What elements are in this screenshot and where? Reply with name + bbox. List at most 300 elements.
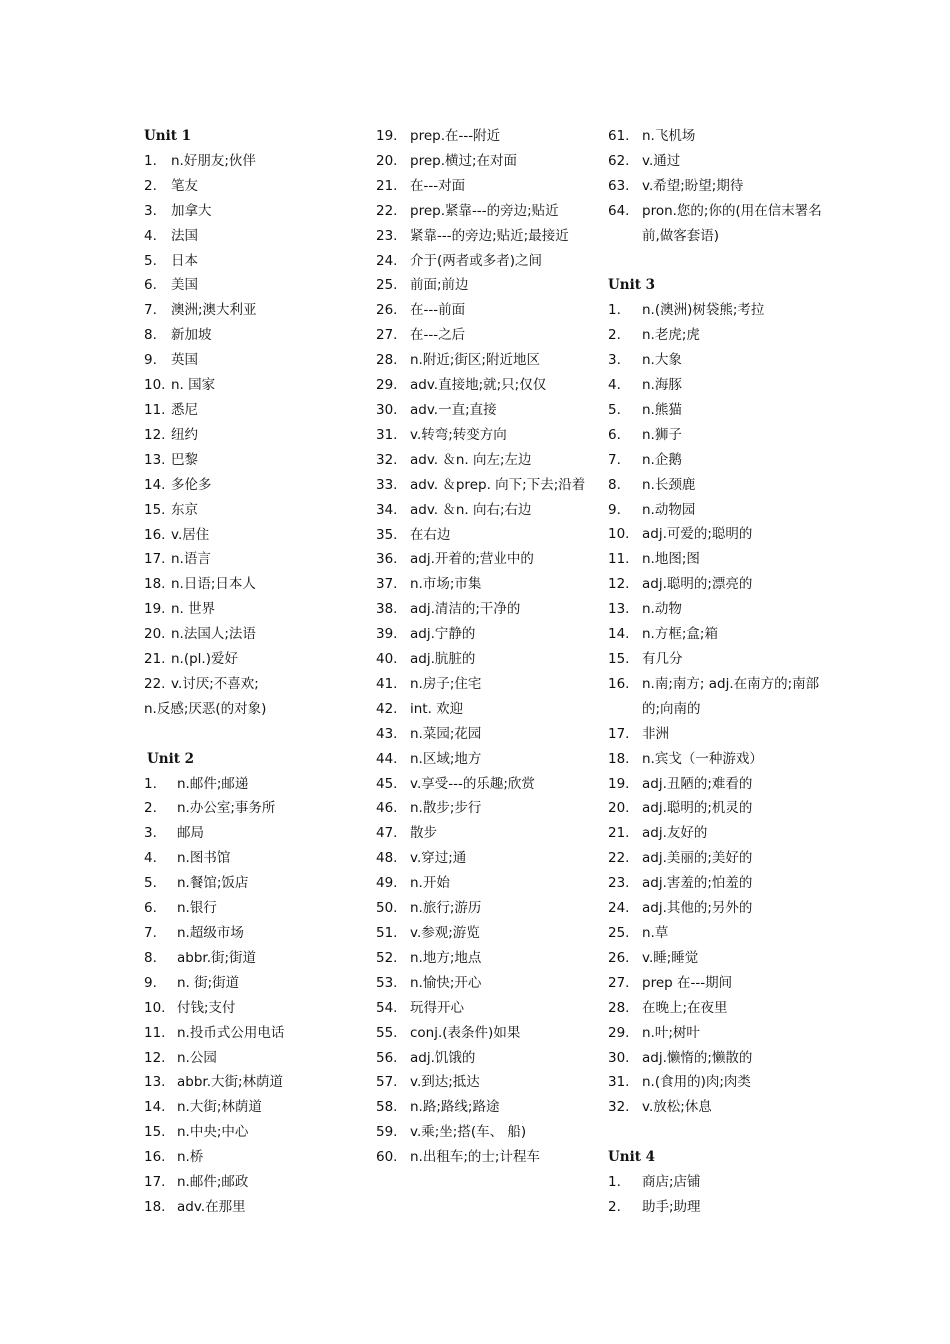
list-item bbox=[608, 124, 830, 149]
item-number: 10. bbox=[144, 999, 166, 1016]
list-item bbox=[608, 473, 830, 498]
item-text: n.狮子 bbox=[642, 426, 682, 443]
item-text: n.地方;地点 bbox=[410, 949, 482, 966]
item-text: adj.其他的;另外的 bbox=[642, 900, 753, 917]
item-text: v.穿过;通 bbox=[410, 850, 467, 867]
item-number: 2. bbox=[608, 327, 621, 344]
list-item bbox=[376, 1021, 598, 1046]
list-item bbox=[144, 1120, 369, 1145]
item-text: v.放松;休息 bbox=[642, 1099, 712, 1116]
list-item bbox=[144, 1170, 369, 1195]
item-text: n.开始 bbox=[410, 875, 450, 892]
item-number: 25. bbox=[608, 924, 630, 941]
item-number: 13. bbox=[144, 1074, 166, 1091]
list-item bbox=[144, 672, 369, 697]
item-text: n. 街;街道 bbox=[177, 974, 240, 991]
item-number: 1. bbox=[144, 152, 157, 169]
item-number: 6. bbox=[144, 277, 157, 294]
item-text: 紧靠---的旁边;贴近;最接近 bbox=[410, 227, 569, 244]
list-item bbox=[144, 273, 369, 298]
item-number: 32. bbox=[608, 1099, 630, 1116]
list-item bbox=[608, 199, 830, 249]
item-text: n.南;南方; adj.在南方的;南部的;向南的 bbox=[642, 675, 820, 717]
list-item bbox=[376, 547, 598, 572]
item-number: 40. bbox=[376, 651, 398, 668]
list-item bbox=[144, 946, 369, 971]
list-item bbox=[144, 846, 369, 871]
item-text: 助手;助理 bbox=[642, 1198, 701, 1215]
list-item bbox=[376, 1145, 598, 1170]
list-item bbox=[144, 523, 369, 548]
list-item bbox=[376, 448, 598, 473]
list-item bbox=[376, 622, 598, 647]
item-text: n.动物园 bbox=[642, 501, 696, 518]
item-number: 15. bbox=[144, 1124, 166, 1141]
list-item bbox=[608, 298, 830, 323]
item-number: 44. bbox=[376, 750, 398, 767]
item-text: n.企鹅 bbox=[642, 451, 682, 468]
item-text: v.通过 bbox=[642, 152, 681, 169]
list-item bbox=[608, 672, 830, 722]
item-text: 商店;店铺 bbox=[642, 1174, 701, 1191]
item-number: 17. bbox=[144, 1174, 166, 1191]
list-item bbox=[608, 722, 830, 747]
item-number: 63. bbox=[608, 177, 630, 194]
item-number: 17. bbox=[608, 725, 630, 742]
item-number: 3. bbox=[144, 825, 157, 842]
item-number: 57. bbox=[376, 1074, 398, 1091]
item-number: 4. bbox=[144, 227, 157, 244]
list-item bbox=[144, 996, 369, 1021]
item-text: n.办公室;事务所 bbox=[177, 800, 276, 817]
item-text: n.餐馆;饭店 bbox=[177, 875, 249, 892]
list-item bbox=[376, 124, 598, 149]
list-item bbox=[608, 946, 830, 971]
item-number: 42. bbox=[376, 700, 398, 717]
item-text: 有几分 bbox=[642, 651, 683, 668]
item-number: 51. bbox=[376, 925, 398, 941]
list-item bbox=[144, 622, 369, 647]
list-item bbox=[144, 1070, 369, 1095]
list-item bbox=[144, 1046, 369, 1071]
unit-1-list bbox=[144, 149, 369, 697]
item-number: 12. bbox=[608, 576, 630, 593]
column-2 bbox=[376, 124, 598, 1170]
item-number: 58. bbox=[376, 1099, 398, 1116]
list-item bbox=[376, 1070, 598, 1095]
item-number: 19. bbox=[608, 775, 630, 792]
list-item bbox=[376, 149, 598, 174]
item-text: prep.横过;在对面 bbox=[410, 152, 518, 169]
item-text: n.老虎;虎 bbox=[642, 327, 700, 344]
item-text: 在晚上;在夜里 bbox=[642, 999, 728, 1016]
unit-2-list bbox=[144, 772, 369, 1220]
item-text: 非洲 bbox=[642, 725, 669, 742]
item-text: prep.紧靠---的旁边;贴近 bbox=[410, 202, 559, 219]
item-text: n.草 bbox=[642, 924, 669, 941]
item-text: adv.直接地;就;只;仅仅 bbox=[410, 377, 547, 394]
item-number: 18. bbox=[608, 750, 630, 767]
item-text: v.睡;睡觉 bbox=[642, 949, 699, 966]
item-text: n.超级市场 bbox=[177, 924, 244, 941]
list-item bbox=[376, 996, 598, 1021]
list-item bbox=[144, 448, 369, 473]
item-text: n.路;路线;路途 bbox=[410, 1099, 500, 1116]
unit-2-heading: Unit 2 bbox=[147, 750, 195, 767]
item-number: 13. bbox=[608, 601, 630, 618]
list-item bbox=[608, 871, 830, 896]
item-number: 12. bbox=[144, 426, 166, 443]
list-item bbox=[608, 423, 830, 448]
item-number: 4. bbox=[608, 377, 621, 394]
item-number: 8. bbox=[608, 476, 621, 493]
item-number: 27. bbox=[376, 327, 398, 344]
item-text: n.地图;图 bbox=[642, 551, 700, 568]
item-number: 11. bbox=[608, 551, 630, 568]
item-text: n.散步;步行 bbox=[410, 800, 482, 817]
item-text: 在---对面 bbox=[410, 177, 466, 194]
item-number: 45. bbox=[376, 775, 398, 792]
list-item bbox=[144, 1195, 369, 1220]
item-number: 20. bbox=[608, 800, 630, 817]
item-number: 28. bbox=[608, 999, 630, 1016]
item-number: 5. bbox=[144, 875, 157, 892]
list-item bbox=[144, 199, 369, 224]
item-number: 31. bbox=[376, 426, 398, 443]
item-number: 18. bbox=[144, 1198, 166, 1215]
list-item bbox=[144, 1021, 369, 1046]
item-number: 21. bbox=[608, 825, 630, 842]
list-item bbox=[376, 747, 598, 772]
list-item bbox=[144, 174, 369, 199]
item-number: 27. bbox=[608, 974, 630, 991]
list-item bbox=[144, 1145, 369, 1170]
item-number: 22. bbox=[144, 675, 166, 692]
item-text: adv.一直;直接 bbox=[410, 401, 497, 418]
item-text: 邮局 bbox=[177, 825, 204, 842]
item-text: n.出租车;的士;计程车 bbox=[410, 1149, 540, 1166]
item-number: 56. bbox=[376, 1049, 398, 1066]
item-text: n.区域;地方 bbox=[410, 750, 482, 767]
list-item bbox=[608, 1170, 830, 1195]
item-number: 10. bbox=[608, 526, 630, 543]
item-text: n.菜园;花园 bbox=[410, 725, 482, 742]
list-item bbox=[608, 821, 830, 846]
item-number: 17. bbox=[144, 551, 166, 568]
item-number: 33. bbox=[376, 476, 398, 493]
item-number: 30. bbox=[608, 1049, 630, 1066]
item-number: 26. bbox=[608, 949, 630, 966]
item-number: 37. bbox=[376, 576, 398, 593]
list-item bbox=[144, 149, 369, 174]
item-text: abbr.街;街道 bbox=[177, 949, 257, 966]
item-text: n.桥 bbox=[177, 1149, 204, 1166]
list-item bbox=[144, 348, 369, 373]
list-item bbox=[376, 921, 598, 946]
list-item bbox=[376, 572, 598, 597]
item-number: 23. bbox=[376, 227, 398, 244]
item-number: 9. bbox=[144, 352, 157, 369]
item-text: adj.宁静的 bbox=[410, 626, 476, 643]
list-item bbox=[144, 597, 369, 622]
item-text: n.邮件;邮政 bbox=[177, 1174, 249, 1191]
list-item bbox=[376, 697, 598, 722]
list-item bbox=[608, 622, 830, 647]
item-text: 玩得开心 bbox=[410, 999, 464, 1016]
unit-1-continuation: n.反感;厌恶(的对象) bbox=[144, 700, 267, 717]
item-number: 16. bbox=[144, 526, 166, 543]
list-item bbox=[376, 871, 598, 896]
item-text: v.参观;游览 bbox=[410, 925, 480, 941]
list-item bbox=[376, 373, 598, 398]
item-number: 29. bbox=[608, 1024, 630, 1041]
list-item bbox=[608, 996, 830, 1021]
item-number: 16. bbox=[144, 1149, 166, 1166]
item-text: n.银行 bbox=[177, 900, 217, 917]
item-text: 在---前面 bbox=[410, 302, 466, 319]
list-item bbox=[376, 498, 598, 523]
item-number: 15. bbox=[608, 651, 630, 668]
item-text: n.动物 bbox=[642, 601, 682, 618]
item-number: 48. bbox=[376, 850, 398, 867]
item-number: 21. bbox=[376, 177, 398, 194]
item-text: n.法国人;法语 bbox=[171, 626, 256, 643]
item-text: 澳洲;澳大利亚 bbox=[171, 302, 257, 319]
item-number: 64. bbox=[608, 202, 630, 219]
item-text: adj.懒惰的;懒散的 bbox=[642, 1049, 753, 1066]
item-number: 5. bbox=[144, 252, 157, 269]
item-number: 22. bbox=[376, 202, 398, 219]
list-item bbox=[608, 522, 830, 547]
item-number: 16. bbox=[608, 675, 630, 692]
item-text: adj.聪明的;机灵的 bbox=[642, 800, 753, 817]
list-item bbox=[144, 323, 369, 348]
list-item bbox=[608, 921, 830, 946]
list-item bbox=[376, 249, 598, 274]
item-text: adj.聪明的;漂亮的 bbox=[642, 576, 753, 593]
list-item bbox=[376, 672, 598, 697]
list-item bbox=[144, 572, 369, 597]
item-text: n.邮件;邮递 bbox=[177, 775, 249, 792]
item-number: 25. bbox=[376, 277, 398, 294]
list-item bbox=[376, 1046, 598, 1071]
list-item bbox=[376, 273, 598, 298]
item-number: 23. bbox=[608, 875, 630, 892]
item-text: abbr.大街;林荫道 bbox=[177, 1074, 284, 1091]
item-text: n.愉快;开心 bbox=[410, 974, 482, 991]
item-number: 7. bbox=[144, 302, 157, 319]
list-item bbox=[608, 348, 830, 373]
item-number: 41. bbox=[376, 675, 398, 692]
item-text: 在右边 bbox=[410, 526, 451, 543]
item-number: 32. bbox=[376, 451, 398, 468]
item-text: n.(食用的)肉;肉类 bbox=[642, 1074, 751, 1091]
item-text: n.公园 bbox=[177, 1049, 217, 1066]
item-text: 笔友 bbox=[171, 177, 198, 194]
item-number: 38. bbox=[376, 601, 398, 618]
item-number: 9. bbox=[608, 501, 621, 518]
list-item bbox=[608, 398, 830, 423]
list-item bbox=[376, 323, 598, 348]
list-item bbox=[144, 298, 369, 323]
list-item bbox=[144, 423, 369, 448]
list-item bbox=[376, 971, 598, 996]
list-item bbox=[376, 224, 598, 249]
item-text: n.中央;中心 bbox=[177, 1124, 249, 1141]
item-text: 付钱;支付 bbox=[177, 999, 236, 1016]
item-number: 14. bbox=[608, 626, 630, 643]
item-number: 26. bbox=[376, 302, 398, 319]
item-number: 54. bbox=[376, 999, 398, 1016]
item-text: n.图书馆 bbox=[177, 850, 231, 867]
item-number: 34. bbox=[376, 501, 398, 518]
item-number: 30. bbox=[376, 401, 398, 418]
item-text: adj.开着的;营业中的 bbox=[410, 551, 534, 568]
item-text: n.日语;日本人 bbox=[171, 576, 256, 593]
list-item bbox=[144, 547, 369, 572]
item-number: 60. bbox=[376, 1149, 398, 1166]
item-text: n.方框;盒;箱 bbox=[642, 626, 718, 643]
list-item bbox=[376, 846, 598, 871]
item-text: n.房子;住宅 bbox=[410, 675, 482, 692]
item-text: v.讨厌;不喜欢; bbox=[171, 675, 259, 692]
item-number: 1. bbox=[608, 302, 621, 319]
item-number: 20. bbox=[376, 152, 398, 169]
list-item bbox=[608, 971, 830, 996]
unit-2-list-continued bbox=[376, 124, 598, 1170]
item-number: 6. bbox=[144, 900, 157, 917]
item-text: 英国 bbox=[171, 352, 198, 369]
item-number: 22. bbox=[608, 850, 630, 867]
list-item bbox=[376, 423, 598, 448]
item-number: 8. bbox=[144, 949, 157, 966]
item-text: 散步 bbox=[410, 825, 437, 842]
list-item bbox=[144, 498, 369, 523]
item-text: adj.可爱的;聪明的 bbox=[642, 526, 753, 543]
item-number: 35. bbox=[376, 526, 398, 543]
list-item bbox=[608, 846, 830, 871]
item-text: 巴黎 bbox=[171, 451, 198, 468]
list-item bbox=[376, 398, 598, 423]
item-number: 12. bbox=[144, 1049, 166, 1066]
list-item bbox=[376, 523, 598, 548]
list-item bbox=[608, 1095, 830, 1120]
item-number: 19. bbox=[376, 128, 398, 144]
list-item bbox=[376, 473, 598, 498]
item-number: 55. bbox=[376, 1024, 398, 1041]
item-text: adj.肮脏的 bbox=[410, 651, 476, 668]
item-number: 49. bbox=[376, 875, 398, 892]
item-number: 50. bbox=[376, 900, 398, 917]
list-item bbox=[376, 174, 598, 199]
list-item bbox=[376, 946, 598, 971]
item-number: 1. bbox=[608, 1174, 621, 1191]
unit-3-heading: Unit 3 bbox=[608, 277, 656, 294]
list-item bbox=[144, 821, 369, 846]
item-text: n.飞机场 bbox=[642, 128, 696, 144]
item-text: 在---之后 bbox=[410, 327, 466, 344]
item-text: prep.在---附近 bbox=[410, 128, 501, 144]
list-item bbox=[144, 772, 369, 797]
list-item bbox=[376, 647, 598, 672]
list-item bbox=[376, 1095, 598, 1120]
list-item bbox=[376, 896, 598, 921]
list-item bbox=[376, 772, 598, 797]
item-text: v.享受---的乐趣;欣赏 bbox=[410, 775, 535, 792]
list-item bbox=[608, 174, 830, 199]
item-text: 新加坡 bbox=[171, 327, 212, 344]
item-text: 介于(两者或多者)之间 bbox=[410, 252, 543, 269]
item-text: n.大象 bbox=[642, 352, 682, 369]
item-text: n. 世界 bbox=[171, 601, 216, 618]
item-text: adv.在那里 bbox=[177, 1198, 246, 1215]
list-item bbox=[608, 547, 830, 572]
item-text: n.附近;街区;附近地区 bbox=[410, 352, 540, 369]
item-number: 31. bbox=[608, 1074, 630, 1091]
item-number: 36. bbox=[376, 551, 398, 568]
list-item bbox=[376, 1120, 598, 1145]
item-number: 14. bbox=[144, 476, 166, 493]
item-text: prep 在---期间 bbox=[642, 974, 733, 991]
list-item bbox=[608, 747, 830, 772]
spacer bbox=[144, 722, 369, 747]
list-item bbox=[144, 224, 369, 249]
item-number: 2. bbox=[144, 177, 157, 194]
item-text: n.市场;市集 bbox=[410, 576, 482, 593]
list-item bbox=[608, 647, 830, 672]
item-number: 61. bbox=[608, 128, 630, 144]
item-number: 19. bbox=[144, 601, 166, 618]
item-number: 14. bbox=[144, 1099, 166, 1116]
list-item bbox=[144, 249, 369, 274]
item-text: 前面;前边 bbox=[410, 277, 469, 294]
item-number: 1. bbox=[144, 775, 157, 792]
item-text: 法国 bbox=[171, 227, 198, 244]
item-text: n.旅行;游历 bbox=[410, 900, 482, 917]
item-number: 9. bbox=[144, 974, 157, 991]
unit-3-list bbox=[608, 298, 830, 1120]
list-item bbox=[376, 821, 598, 846]
list-item bbox=[376, 348, 598, 373]
item-number: 2. bbox=[144, 800, 157, 817]
item-number: 13. bbox=[144, 451, 166, 468]
list-item bbox=[608, 1021, 830, 1046]
item-text: 美国 bbox=[171, 277, 198, 294]
list-item bbox=[376, 199, 598, 224]
item-number: 2. bbox=[608, 1198, 621, 1215]
item-text: n.好朋友;伙伴 bbox=[171, 152, 256, 169]
item-number: 39. bbox=[376, 626, 398, 643]
item-number: 29. bbox=[376, 377, 398, 394]
list-item bbox=[144, 647, 369, 672]
item-text: pron.您的;你的(用在信末署名前,做客套语) bbox=[642, 202, 822, 244]
item-number: 24. bbox=[376, 252, 398, 269]
item-number: 4. bbox=[144, 850, 157, 867]
list-item bbox=[144, 971, 369, 996]
item-number: 7. bbox=[144, 924, 157, 941]
item-number: 20. bbox=[144, 626, 166, 643]
list-item bbox=[608, 149, 830, 174]
list-item bbox=[376, 298, 598, 323]
item-text: v.希望;盼望;期待 bbox=[642, 177, 744, 194]
item-text: n.投币式公用电话 bbox=[177, 1024, 285, 1041]
column-3 bbox=[608, 124, 830, 1220]
item-number: 6. bbox=[608, 426, 621, 443]
item-number: 11. bbox=[144, 401, 166, 418]
spacer bbox=[608, 249, 830, 274]
item-text: adj.害羞的;怕羞的 bbox=[642, 875, 753, 892]
list-item bbox=[608, 1195, 830, 1220]
